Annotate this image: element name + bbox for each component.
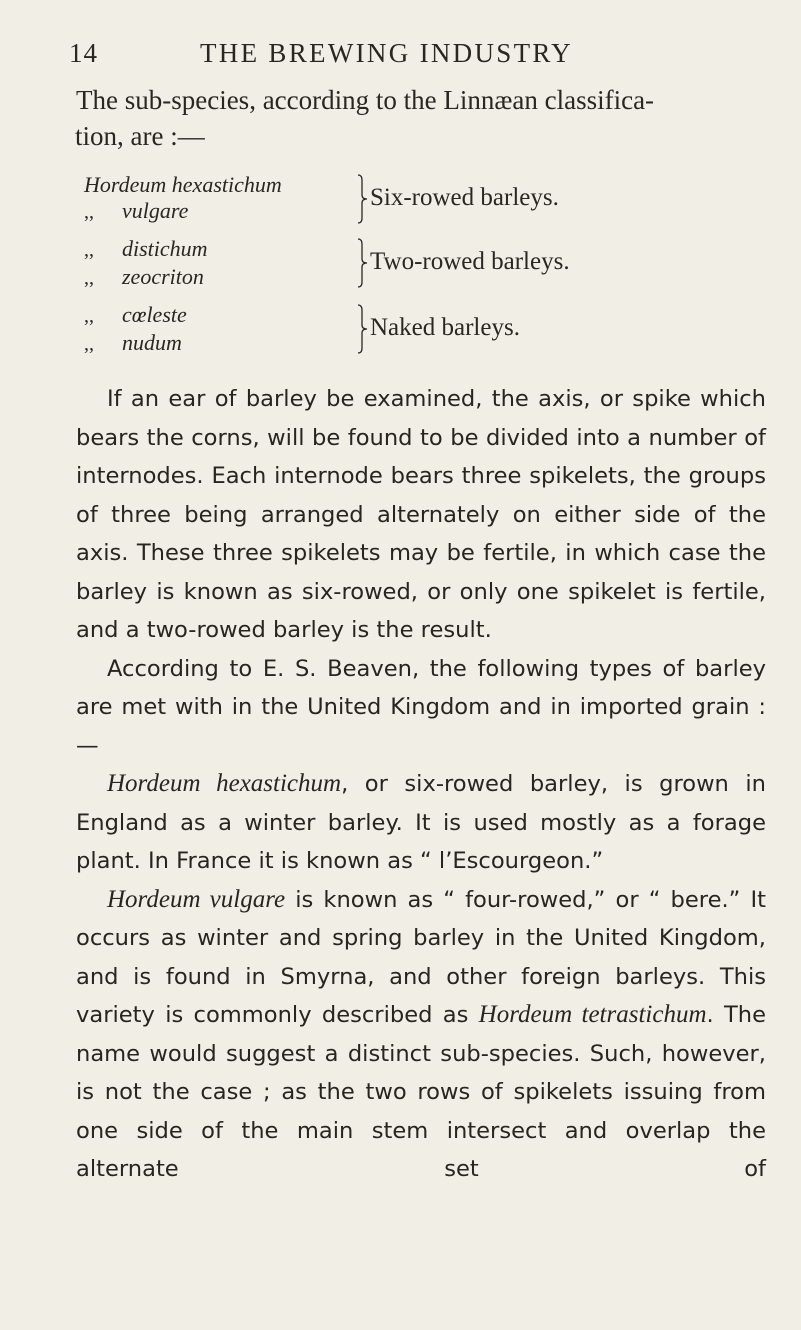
table-row [76,330,182,356]
brace-icon [356,304,368,354]
ditto-mark: ,, [84,201,94,223]
species-name: zeocriton [122,264,204,289]
species-term: Hordeum tetrastichum [478,1001,707,1028]
body-text [76,380,766,1189]
species-name: cœleste [122,302,187,327]
species-name: Hordeum hexastichum [84,172,282,197]
paragraph-1: If an ear of barley be examined, the axis, or spike which bears the corns, will be found to be divided into a number of internodes. Each internode bears three spikelets, the groups of three being arranged alternately on either side of the axis. These three spikelets may be fertile, in which case the barley is known as six-rowed, or only one spikelet is fertile, and a two-rowed barley is the result. [76,386,766,643]
species-term: Hordeum vulgare [107,885,286,913]
species-name: vulgare [122,198,189,223]
running-title: THE BREWING INDUSTRY [200,38,573,68]
paragraph-3: Hordeum hexastichum, or six-rowed barley, is grown in England as a winter barley. It is used mostly as a forage plant. In France it is known as “ l’Escourgeon.” [76,770,766,874]
table-row [76,198,188,224]
intro-text [76,82,776,154]
brace-icon [356,174,368,224]
species-name: nudum [122,330,182,355]
paragraph-2: According to E. S. Beaven, the following types of barley are met with in the United Kingdom and in imported grain :— [76,655,766,759]
table-row [76,264,204,290]
ditto-mark: ,, [84,239,94,261]
group-label-two-rowed: Two-rowed barleys. [370,248,570,275]
page-header [0,36,801,76]
ditto-mark: ,, [84,333,94,355]
group-label-naked: Naked barleys. [370,314,520,341]
ditto-mark: ,, [84,305,94,327]
paragraph-4: Hordeum vulgare is known as “ four-rowed,” or “ bere.” It occurs as winter and spring barley in the United Kingdom, and is found in Smyrna, and other foreign barleys. This variety is commonly described as Hordeum tetrastichum. The name would suggest a distinct sub-species. Such, however, is not the case ; as the two rows of spikelets issuing from one side of the main stem intersect and overlap the alternate set of [76,885,767,1182]
species-name: distichum [122,236,208,261]
brace-icon [356,238,368,288]
ditto-mark: ,, [84,267,94,289]
classification-table [76,160,776,380]
table-row [76,236,208,262]
intro-line-2: tion, are :— [75,121,205,151]
page-number: 14 [69,38,98,68]
group-label-six-rowed: Six-rowed barleys. [370,184,559,211]
species-term: Hordeum hexastichum [107,770,342,797]
table-row [84,172,282,198]
table-row [76,302,187,328]
intro-line-1: The sub-species, according to the Linnæan classifica- [76,85,655,115]
